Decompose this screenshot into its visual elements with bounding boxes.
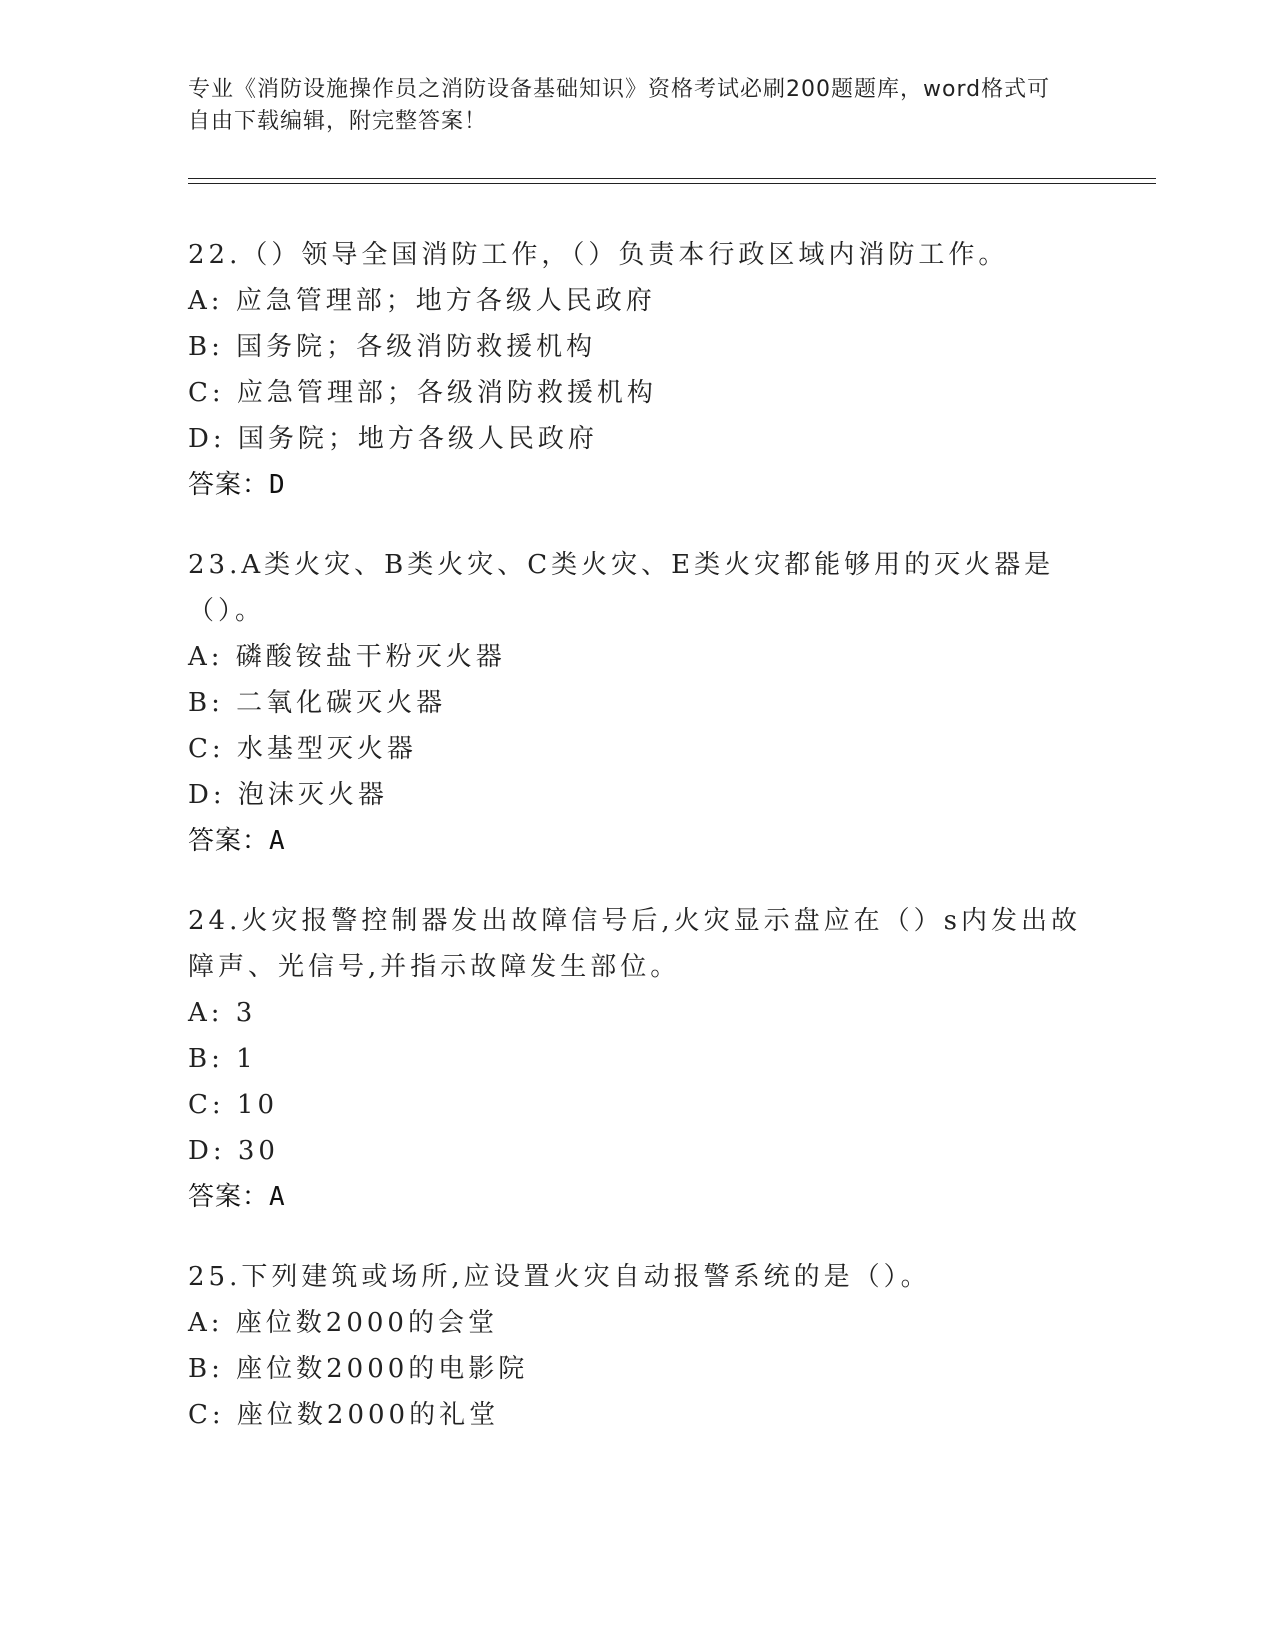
answer-label: 答案： <box>188 470 270 500</box>
option-d: D: 30 <box>188 1136 279 1166</box>
option-c: C: 座位数2000的礼堂 <box>188 1400 500 1430</box>
option-b: B: 二氧化碳灭火器 <box>188 688 447 718</box>
answer-line <box>188 818 1088 864</box>
question-22 <box>188 232 1088 508</box>
question-list <box>188 232 1088 1472</box>
answer-value: A <box>269 1182 286 1212</box>
header-rule-bottom <box>188 183 1156 184</box>
answer-line <box>188 1174 1088 1220</box>
option-b: B: 座位数2000的电影院 <box>188 1354 529 1384</box>
option-d: D: 国务院；地方各级人民政府 <box>188 424 598 454</box>
header-rule-top <box>188 178 1156 179</box>
question-23 <box>188 542 1088 864</box>
answer-value: D <box>269 470 286 500</box>
option-a: A: 应急管理部；地方各级人民政府 <box>188 286 656 316</box>
question-stem: 23.A类火灾、B类火灾、C类火灾、E类火灾都能够用的灭火器是（）。 <box>188 550 1055 626</box>
option-b: B: 国务院；各级消防救援机构 <box>188 332 597 362</box>
document-header: 专业《消防设施操作员之消防设备基础知识》资格考试必刷200题题库，word格式可自由下载编辑，附完整答案！ <box>188 77 1051 134</box>
option-a: A: 磷酸铵盐干粉灭火器 <box>188 642 506 672</box>
option-c: C: 应急管理部；各级消防救援机构 <box>188 378 657 408</box>
question-stem: 25.下列建筑或场所,应设置火灾自动报警系统的是（）。 <box>188 1262 931 1292</box>
option-b: B: 1 <box>188 1044 257 1074</box>
question-24 <box>188 898 1088 1220</box>
answer-label: 答案： <box>188 826 270 856</box>
option-c: C: 水基型灭火器 <box>188 734 417 764</box>
question-25 <box>188 1254 1088 1438</box>
question-stem: 22.（）领导全国消防工作，（）负责本行政区域内消防工作。 <box>188 240 1009 270</box>
answer-line <box>188 462 1088 508</box>
option-a: A: 3 <box>188 998 257 1028</box>
answer-value: A <box>269 826 286 856</box>
option-a: A: 座位数2000的会堂 <box>188 1308 498 1338</box>
answer-label: 答案： <box>188 1182 270 1212</box>
question-stem: 24.火灾报警控制器发出故障信号后,火灾显示盘应在（）s内发出故障声、光信号,并指示故障发生部位。 <box>188 906 1081 982</box>
option-c: C: 10 <box>188 1090 279 1120</box>
option-d: D: 泡沫灭火器 <box>188 780 388 810</box>
